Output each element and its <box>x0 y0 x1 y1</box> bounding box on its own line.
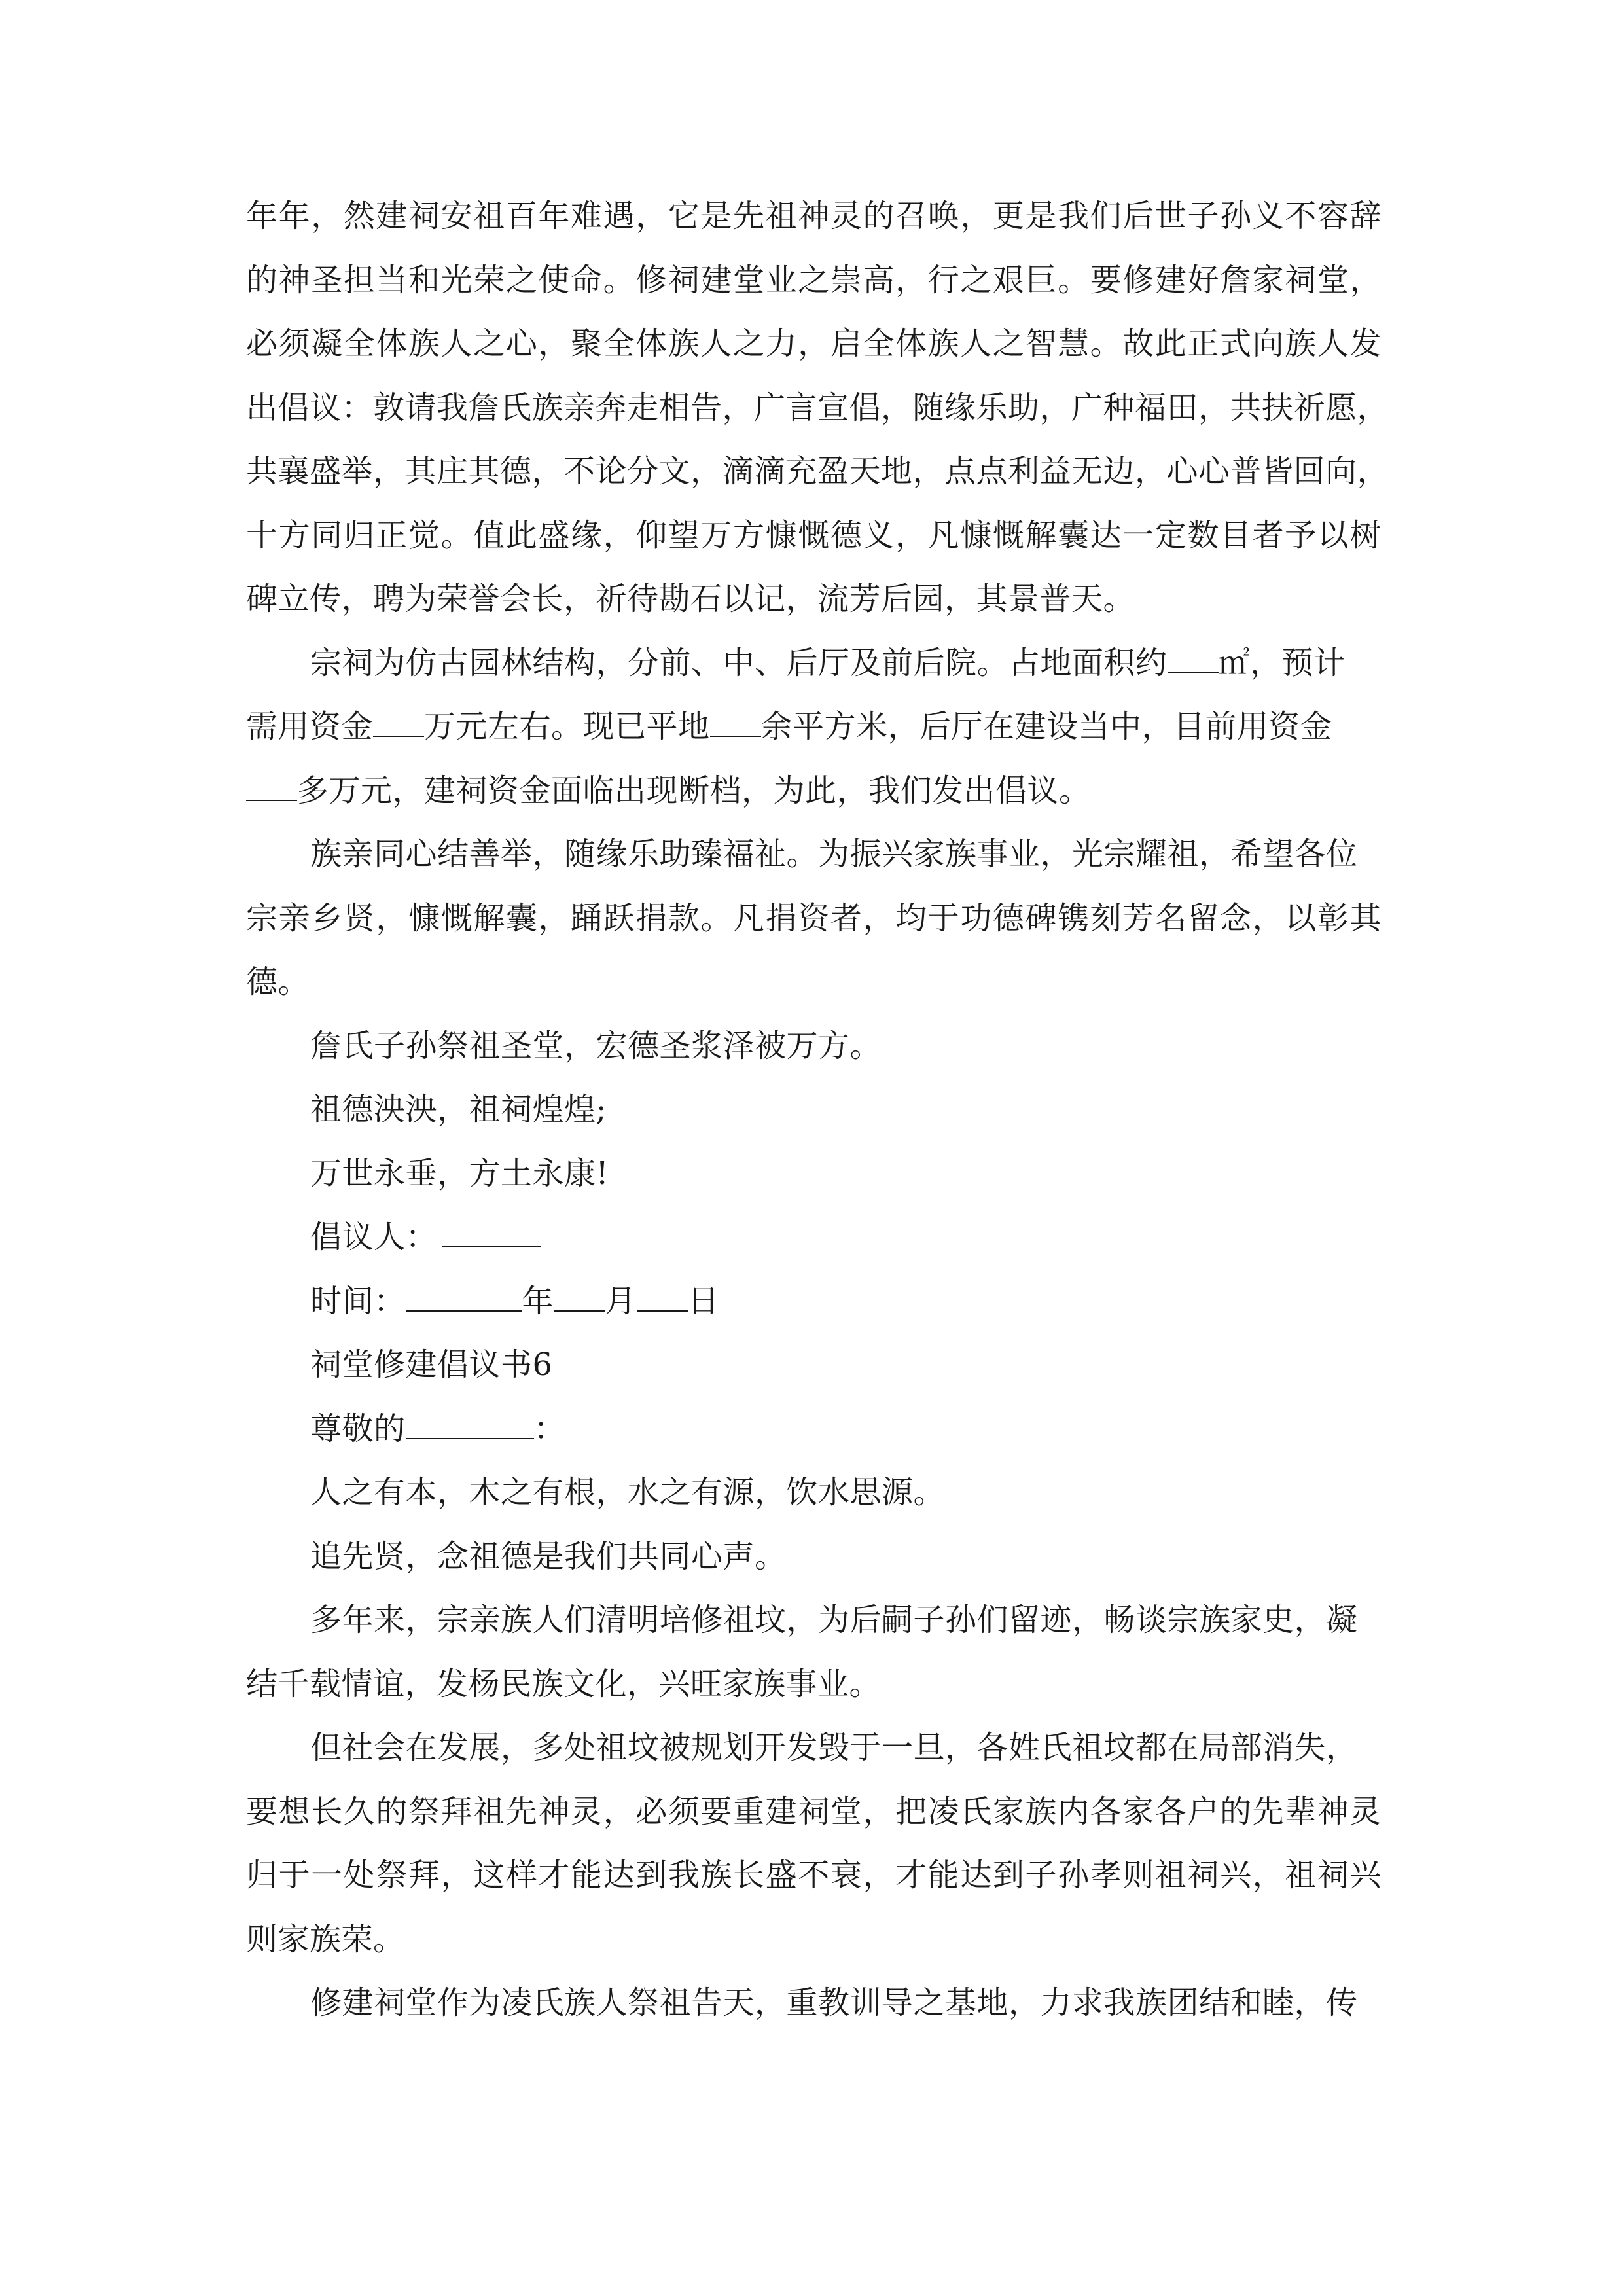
paragraph-line: 结千载情谊，发杨民族文化，兴旺家族事业。 <box>246 1666 882 1702</box>
paragraph-line: 出倡议：敦请我詹氏族亲奔走相告，广言宣倡，随缘乐助，广种福田，共扶祈愿， <box>246 389 1389 426</box>
paragraph-line: 年年，然建祠安祖百年难遇，它是先祖神灵的召唤，更是我们后世子孙义不容辞 <box>246 198 1382 234</box>
fill-blank-day <box>637 1282 688 1312</box>
paragraph-line: 宗亲乡贤，慷慨解囊，踊跃捐款。凡捐资者，均于功德碑镌刻芳名留念，以彰其 <box>246 900 1382 937</box>
paragraph-line: 的神圣担当和光荣之使命。修祠建堂业之崇高，行之艰巨。要修建好詹家祠堂， <box>246 262 1382 298</box>
paragraph-line-used-funds <box>246 771 1091 810</box>
verse-line: 祖德泱泱，祖祠煌煌; <box>310 1091 607 1128</box>
paragraph-line: 但社会在发展，多处祖坟被规划开发毁于一旦，各姓氏祖坟都在局部消失， <box>310 1729 1358 1766</box>
signer-line <box>310 1217 541 1257</box>
fill-blank-recipient <box>406 1409 534 1439</box>
date-label: 时间： <box>310 1283 406 1319</box>
text-segment: 多万元，建祠资金面临出现断档，为此，我们发出倡议。 <box>297 772 1091 809</box>
paragraph-line: 则家族荣。 <box>246 1921 405 1958</box>
paragraph-line: 要想长久的祭拜祖先神灵，必须要重建祠堂，把凌氏家族内各家各户的先辈神灵 <box>246 1793 1382 1830</box>
salutation-line <box>310 1409 565 1448</box>
section-title: 祠堂修建倡议书6 <box>310 1346 553 1383</box>
date-line <box>310 1282 719 1321</box>
text-segment: 需用资金 <box>246 708 374 745</box>
paragraph-line: 德。 <box>246 963 310 1000</box>
text-segment: ㎡，预计 <box>1218 645 1346 681</box>
paragraph-line-funds <box>246 707 1332 746</box>
paragraph-line: 十方同归正觉。值此盛缘，仰望万方慷慨德义，凡慷慨解囊达一定数目者予以树 <box>246 517 1382 554</box>
text-segment: 余平方米，后厅在建设当中，目前用资金 <box>760 708 1332 745</box>
paragraph-line: 修建祠堂作为凌氏族人祭祖告天，重教训导之基地，力求我族团结和睦，传 <box>310 1984 1358 2021</box>
signer-label: 倡议人： <box>310 1219 438 1255</box>
month-label: 月 <box>605 1283 637 1319</box>
fill-blank-signer <box>442 1217 541 1247</box>
year-label: 年 <box>522 1283 554 1319</box>
day-label: 日 <box>687 1283 720 1319</box>
salutation-suffix: ： <box>533 1410 566 1447</box>
paragraph-line: 必须凝全体族人之心，聚全体族人之力，启全体族人之智慧。故此正式向族人发 <box>246 325 1382 362</box>
verse-line: 万世永垂，方土永康! <box>310 1155 609 1192</box>
paragraph-line: 族亲同心结善举，随缘乐助臻福祉。为振兴家族事业，光宗耀祖，希望各位 <box>310 836 1358 872</box>
ancestors-line: 追先贤，念祖德是我们共同心声。 <box>310 1538 787 1575</box>
text-segment: 万元左右。现已平地 <box>424 708 710 745</box>
motto-line: 詹氏子孙祭祖圣堂，宏德圣浆泽被万方。 <box>310 1028 882 1064</box>
fill-blank-area <box>1168 643 1219 673</box>
fill-blank-leveled-area <box>710 707 761 737</box>
salutation-prefix: 尊敬的 <box>310 1410 406 1447</box>
paragraph-line: 碑立传，聘为荣誉会长，祈待勘石以记，流芳后园，其景普天。 <box>246 581 1135 617</box>
paragraph-line: 共襄盛举，其庄其德，不论分文，滴滴充盈天地，点点利益无边，心心普皆回向， <box>246 453 1389 490</box>
origin-line: 人之有本，木之有根，水之有源，饮水思源。 <box>310 1474 946 1511</box>
paragraph-line-area <box>310 643 1346 683</box>
text-segment: 宗祠为仿古园林结构，分前、中、后厅及前后院。占地面积约 <box>310 645 1168 681</box>
fill-blank-total-funds <box>373 707 424 737</box>
fill-blank-year <box>406 1282 522 1312</box>
fill-blank-month <box>554 1282 605 1312</box>
paragraph-line: 多年来，宗亲族人们清明培修祖坟，为后嗣子孙们留迹，畅谈宗族家史，凝 <box>310 1602 1358 1638</box>
fill-blank-used-funds <box>246 771 297 801</box>
paragraph-line: 归于一处祭拜，这样才能达到我族长盛不衰，才能达到子孙孝则祖祠兴，祖祠兴 <box>246 1857 1382 1893</box>
